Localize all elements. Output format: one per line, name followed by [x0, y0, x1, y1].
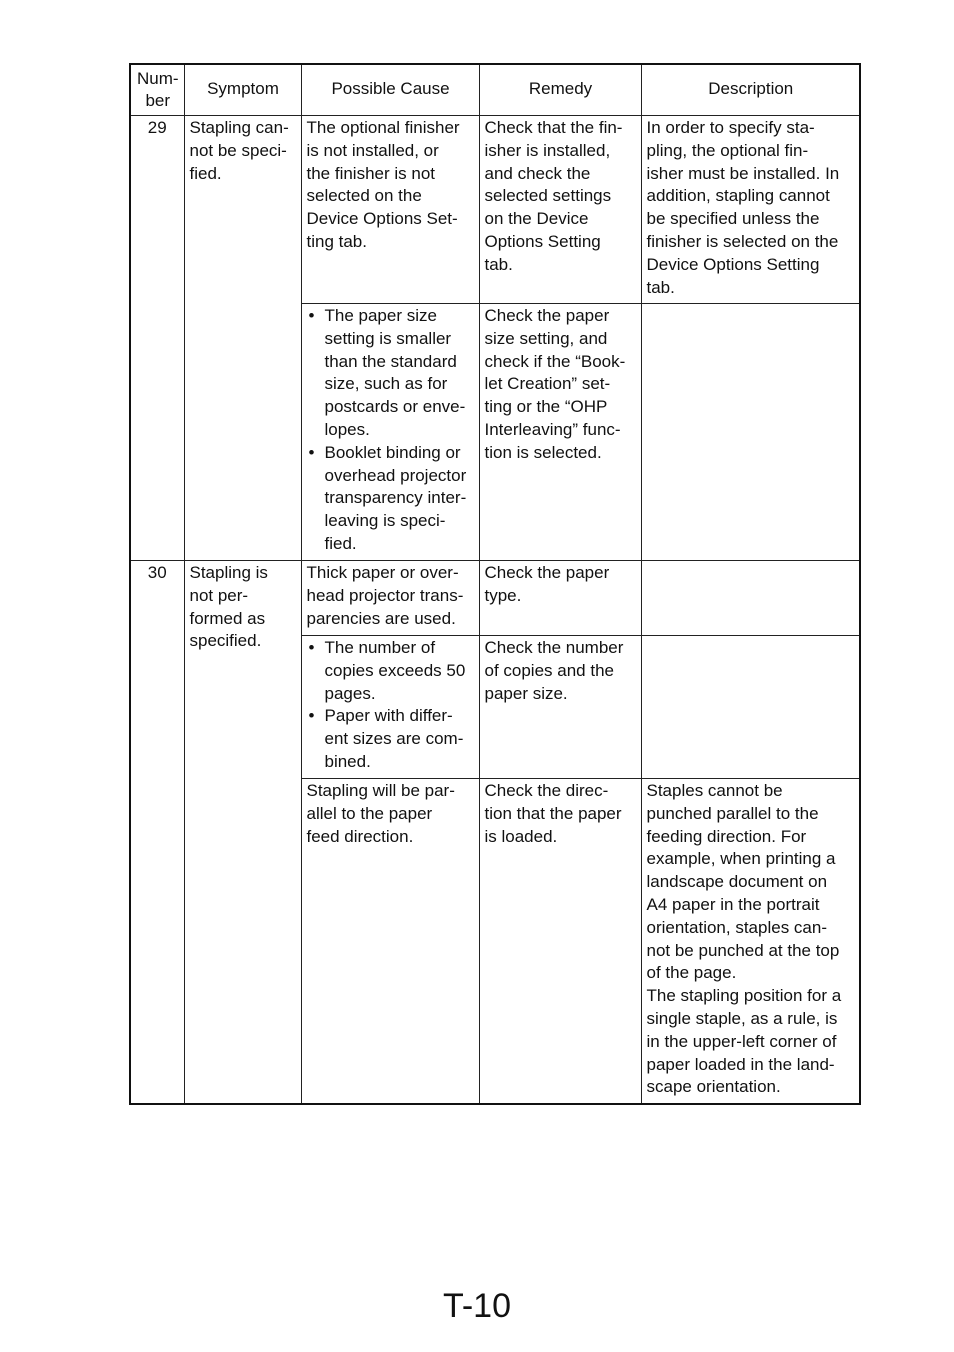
page-number: T-10: [442, 1287, 512, 1325]
remedy-30-3: Check the direc- tion that the paper is loaded.: [479, 779, 641, 1104]
cause-29-2: [301, 304, 479, 561]
table-header-row: [130, 64, 860, 116]
cause-30-1: Thick paper or over- head projector trans- parencies are used.: [301, 561, 479, 636]
list-item: • The number of copies exceeds 50 pages.: [307, 637, 475, 705]
description-paragraph: The stapling position for a single staple, as a rule, is in the upper-left corner of paper loaded in the land- scape orientation.: [646, 986, 842, 1097]
cause-29-1: The optional finisher is not installed, or the finisher is not selected on the Device Options Set- ting tab.: [301, 116, 479, 304]
description-30-1: [641, 561, 860, 636]
cause-bullet-list: [307, 637, 475, 774]
symptom-29: Stapling can- not be speci- fied.: [184, 116, 301, 561]
list-item: • The paper size setting is smaller than the standard size, such as for postcards or enve- lopes.: [307, 305, 475, 442]
remedy-29-1: Check that the fin- isher is installed, and check the selected settings on the Device Options Setting tab.: [479, 116, 641, 304]
row-number-30: 30: [130, 561, 184, 1104]
description-29-2: [641, 304, 860, 561]
header-description: Description: [641, 64, 860, 116]
description-29-1: In order to specify sta- pling, the optional fin- isher must be installed. In addition, stapling cannot be specified unless the finisher is selected on the Device Options Setting tab.: [641, 116, 860, 304]
description-30-3: [641, 779, 860, 1104]
header-remedy: Remedy: [479, 64, 641, 116]
symptom-30: Stapling is not per- formed as specified.: [184, 561, 301, 1104]
remedy-30-2: Check the number of copies and the paper size.: [479, 636, 641, 779]
header-symptom: Symptom: [184, 64, 301, 116]
cause-30-2: [301, 636, 479, 779]
remedy-29-2: Check the paper size setting, and check if the “Book- let Creation” set- ting or the “OHP Interleaving” func- tion is selected.: [479, 304, 641, 561]
cause-bullet-list: [307, 305, 475, 556]
cause-30-3: Stapling will be par- allel to the paper feed direction.: [301, 779, 479, 1104]
description-paragraph: Staples cannot be punched parallel to the feeding direction. For example, when printing a landscape document on A4 paper in the portrait orientation, staples can- not be punched at the top of the page.: [646, 781, 840, 983]
table-row: [130, 561, 860, 636]
remedy-30-1: Check the paper type.: [479, 561, 641, 636]
header-number: Num- ber: [130, 64, 184, 116]
header-possible-cause: Possible Cause: [301, 64, 479, 116]
list-item: • Paper with differ- ent sizes are com- bined.: [307, 705, 475, 773]
description-30-2: [641, 636, 860, 779]
troubleshooting-table: [129, 63, 861, 1105]
table-row: [130, 116, 860, 304]
row-number-29: 29: [130, 116, 184, 561]
list-item: • Booklet binding or overhead projector transparency inter- leaving is speci- fied.: [307, 442, 475, 556]
